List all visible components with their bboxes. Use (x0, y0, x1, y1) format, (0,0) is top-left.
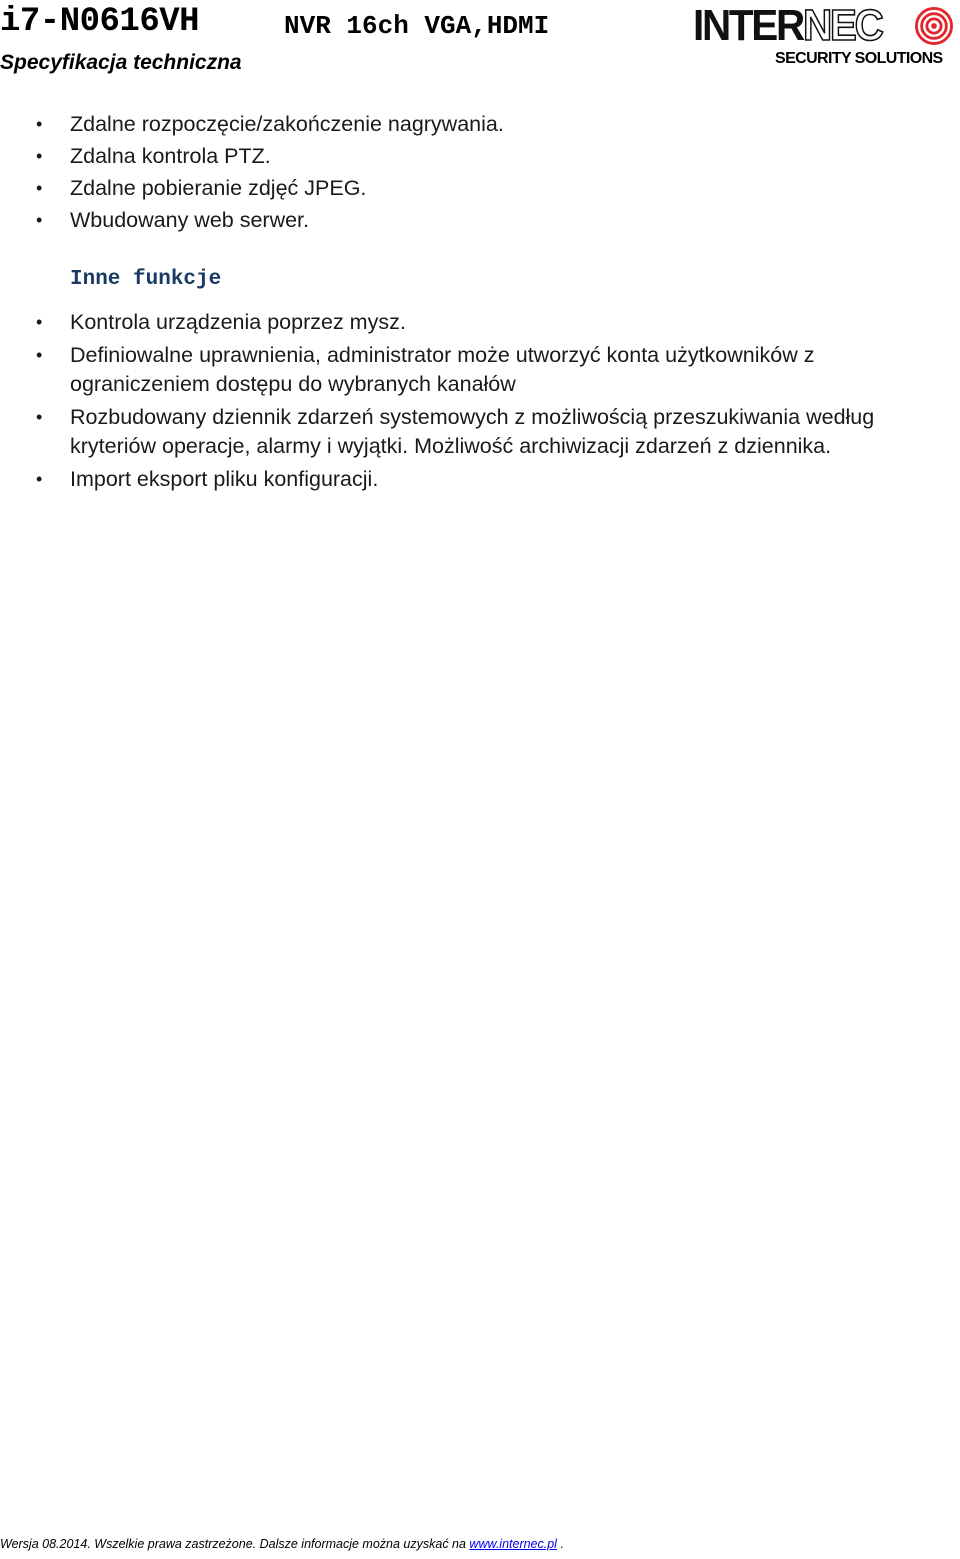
bullet-icon: • (36, 178, 43, 198)
logo-word-part2: NEC (802, 1, 882, 50)
concentric-circles-logo-icon (915, 7, 953, 45)
list-item-text: Kontrola urządzenia poprzez mysz. (70, 310, 406, 334)
list-item (0, 465, 900, 494)
bullet-icon: • (36, 407, 43, 427)
list-item-text: Definiowalne uprawnienia, administrator może utworzyć konta użytkowników z ograniczeniem dostępu do wybranych kanałów (70, 343, 815, 396)
footer-website-link[interactable]: www.internec.pl (469, 1537, 557, 1551)
list-item (0, 403, 900, 461)
list-item (0, 142, 900, 171)
document-subtitle: Specyfikacja techniczna (0, 51, 242, 74)
bullet-icon: • (36, 114, 43, 134)
section-heading-other-functions: Inne funkcje (70, 268, 222, 291)
list-item-text: Zdalne pobieranie zdjęć JPEG. (70, 176, 367, 200)
internec-logo (693, 1, 957, 70)
list-item-text: Zdalne rozpoczęcie/zakończenie nagrywania. (70, 112, 504, 136)
remote-features-list (0, 110, 900, 238)
list-item (0, 308, 900, 337)
bullet-icon: • (36, 312, 43, 332)
footer-suffix: . (556, 1537, 564, 1551)
other-features-list (0, 308, 900, 498)
product-model: i7-N0616VH (0, 3, 200, 41)
bullet-icon: • (36, 469, 43, 489)
bullet-icon: • (36, 210, 43, 230)
page-footer (0, 1536, 564, 1552)
list-item (0, 206, 900, 235)
list-item (0, 341, 900, 399)
logo-tagline: SECURITY SOLUTIONS (775, 50, 943, 67)
product-name: NVR 16ch VGA,HDMI (284, 11, 550, 41)
bullet-icon: • (36, 345, 43, 365)
footer-text: Wersja 08.2014. Wszelkie prawa zastrzeżone. Dalsze informacje można uzyskać na (0, 1537, 470, 1551)
list-item-text: Zdalna kontrola PTZ. (70, 144, 271, 168)
list-item (0, 110, 900, 139)
logo-word-part1: INTER (693, 1, 803, 50)
list-item-text: Rozbudowany dziennik zdarzeń systemowych z możliwością przeszukiwania według kryteriów operacje, alarmy i wyjątki. Możliwość archiwizacji zdarzeń z dziennika. (70, 405, 875, 458)
bullet-icon: • (36, 146, 43, 166)
logo-wordmark (693, 1, 882, 50)
list-item (0, 174, 900, 203)
list-item-text: Import eksport pliku konfiguracji. (70, 467, 379, 491)
list-item-text: Wbudowany web serwer. (70, 208, 309, 232)
